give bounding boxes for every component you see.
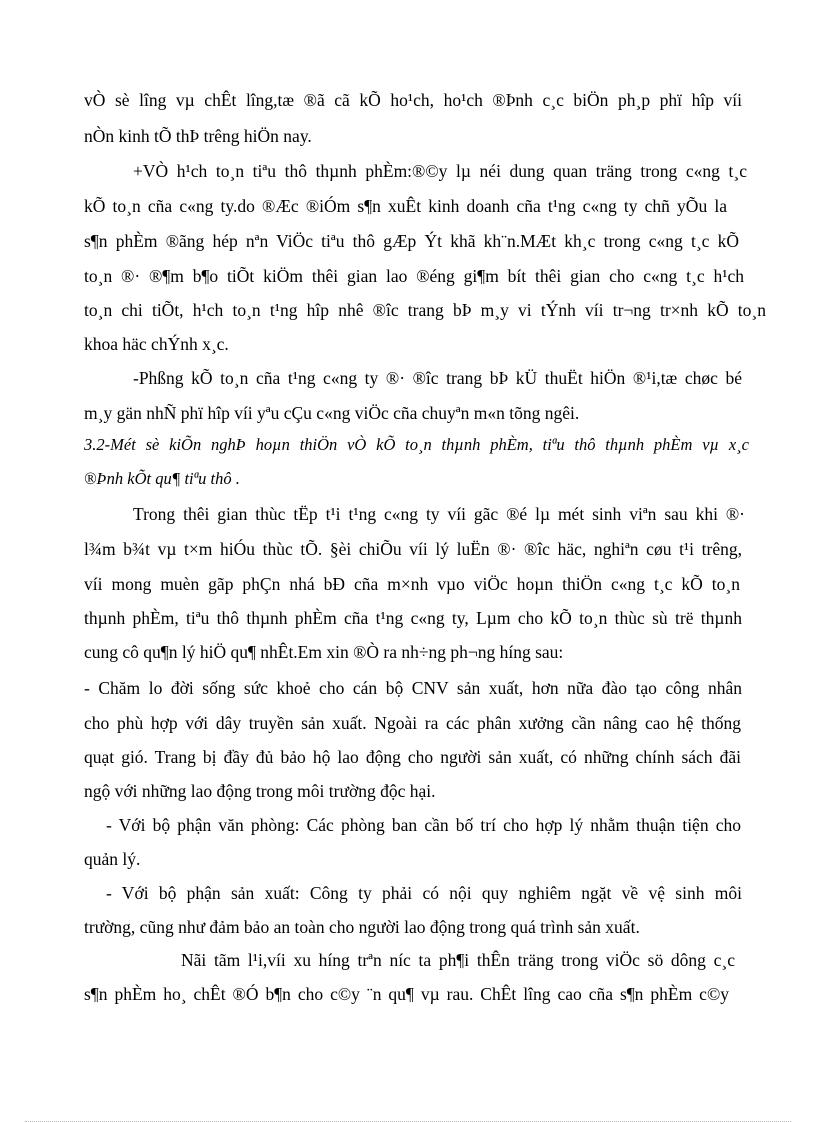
line-text: kÕ to¸n cña c«ng ty.do ®Æc ®iÓm s¶n xuÊt kinh doanh cña t¹ng c«ng ty chñ yÕu la: [84, 196, 727, 216]
section-heading-text: ®Þnh kÕt qu¶ tiªu thô .: [84, 469, 240, 488]
line-text: víi mong muèn gãp phÇn nhá bÐ cña m×nh vµo viÖc hoµn thiÖn c«ng t¸c kÕ to¸n: [84, 574, 740, 594]
page-bottom-rule: [25, 1121, 791, 1122]
line-text: s¶n phÈm ®ãng hép nªn ViÖc tiªu thô gÆp Ýt khã kh¨n.MÆt kh¸c trong c«ng t¸c kÕ: [84, 231, 739, 251]
line-text: -Phßng kÕ to¸n cña t¹ng c«ng ty ®· ®îc trang bÞ kÜ thuËt hiÖn ®¹i,tæ chøc bé: [133, 368, 742, 388]
line-text: trường, cũng như đảm bảo an toàn cho người lao động trong quá trình sản xuất.: [84, 917, 640, 937]
line-text: - Chăm lo đời sống sức khoẻ cho cán bộ CNV sản xuất, hơn nữa đào tạo công nhân: [84, 678, 742, 698]
line-text: khoa häc chÝnh x¸c.: [84, 334, 229, 354]
line-text: +VÒ h¹ch to¸n tiªu thô thµnh phÈm:®©y lµ néi dung quan träng trong c«ng t¸c: [133, 161, 747, 181]
line-text: nÒn kinh tÕ thÞ trêng hiÖn nay.: [84, 126, 312, 146]
line-text: - Với bộ phận văn phòng: Các phòng ban cần bố trí cho hợp lý nhằm thuận tiện cho: [106, 815, 741, 835]
line-text: quản lý.: [84, 849, 141, 869]
line-text: s¶n phÈm ho¸ chÊt ®Ó b¶n cho c©y ¨n qu¶ vµ rau. ChÊt lîng cao cña s¶n phÈm c©y: [84, 984, 729, 1004]
section-heading-text: 3.2-Mét sè kiÕn nghÞ hoµn thiÖn vÒ kÕ to¸n thµnh phÈm, tiªu thô thµnh phÈm vµ x¸c: [84, 435, 749, 454]
line-text: thµnh phÈm, tiªu thô thµnh phÈm cña t¹ng c«ng ty, Lµm cho kÕ to¸n thùc sù trë thµnh: [84, 608, 742, 628]
line-text: Nãi tãm l¹i,víi xu híng trªn níc ta ph¶i thÊn träng trong viÖc sö dông c¸c: [181, 950, 735, 970]
line-text: ngộ với những lao động trong môi trường độc hại.: [84, 781, 436, 801]
line-text: quạt gió. Trang bị đầy đủ bảo hộ lao động cho người sản xuất, có những chính sách đãi: [84, 747, 741, 767]
line-text: cho phù hợp với dây truyền sản xuất. Ngoài ra các phân xưởng cần nâng cao hệ thống: [84, 713, 741, 733]
line-text: l¾m b¾t vµ t×m hiÓu thùc tÕ. §èi chiÕu víi lý luËn ®· ®îc häc, nghiªn cøu t¹i trêng,: [84, 539, 742, 559]
line-text: vÒ sè lîng vµ chÊt lîng,tæ ®ã cã kÕ ho¹ch, ho¹ch ®Þnh c¸c biÖn ph¸p phï hîp víi: [84, 90, 742, 110]
line-text: to¸n chi tiÕt, h¹ch to¸n t¹ng hîp nhê ®îc trang bÞ m¸y vi tÝnh víi tr¬ng tr×nh kÕ to¸n: [84, 300, 766, 320]
line-text: - Với bộ phận sản xuất: Công ty phải có nội quy nghiêm ngặt về vệ sinh môi: [106, 883, 742, 903]
line-text: to¸n ®· ®¶m b¶o tiÕt kiÖm thêi gian lao ®éng gi¶m bít thêi gian cho c«ng t¸c h¹ch: [84, 266, 744, 286]
line-text: m¸y gän nhÑ phï hîp víi yªu cÇu c«ng viÖc cña chuyªn m«n tõng ngêi.: [84, 403, 580, 423]
line-text: cung cô qu¶n lý hiÖ qu¶ nhÊt.Em xin ®Ò ra nh÷ng ph¬ng híng sau:: [84, 642, 564, 662]
line-text: Trong thêi gian thùc tËp t¹i t¹ng c«ng ty víi gãc ®é lµ mét sinh viªn sau khi ®·: [133, 504, 745, 524]
